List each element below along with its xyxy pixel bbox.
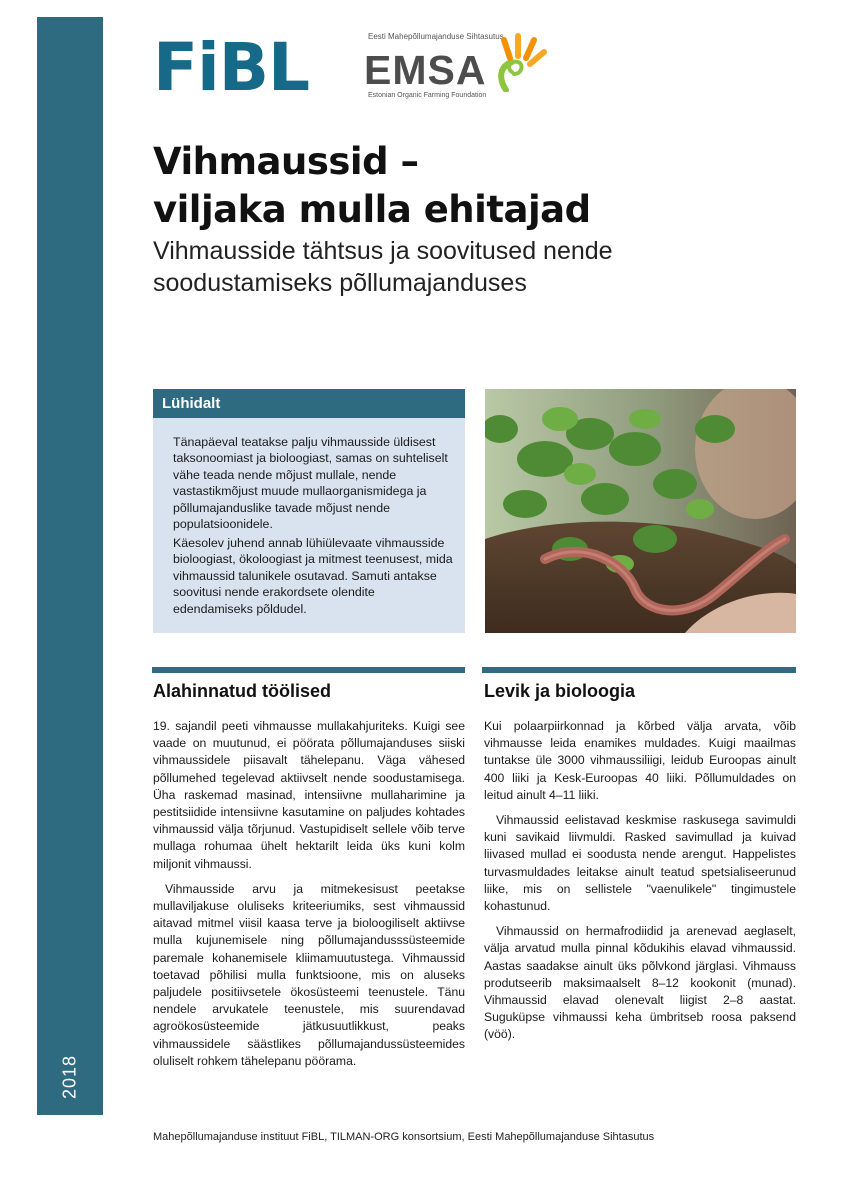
right-column-body	[484, 718, 796, 1052]
emsa-hand-icon	[492, 32, 548, 92]
emsa-logo-top-text: Eesti Mahepõllumajanduse Sihtasutus	[368, 32, 504, 41]
left-column-body	[153, 718, 465, 1078]
footer-text: Mahepõllumajanduse instituut FiBL, TILMAN-ORG konsortsium, Eesti Mahepõllumajanduse Sihtasutus	[153, 1131, 655, 1143]
right-column-rule	[482, 667, 796, 673]
emsa-logo-bottom-text: Estonian Organic Farming Foundation	[368, 92, 487, 99]
right-paragraph-2: Vihmaussid eelistavad keskmise raskusega savimuldi kuni savikaid liivmuldi. Rasked savimullad ja kuivad liivased mullad ei soodusta nende arengut. Happelistes turvasmuldades leitakse ainult teatud spetsialiseerunud liike, mis on sellistele "vaenulikele" tingimustele kohastunud.	[484, 813, 796, 914]
left-column-heading: Alahinnatud töölised	[153, 681, 331, 701]
summary-paragraph-2: Käesolev juhend annab lühiülevaate vihmausside bioloogiast, ökoloogiast ja mitmest teenusest, mida vihmaussid talunikele osutavad. Samuti antakse soovitusi nende erakordsete olendite edendamiseks põldudel.	[173, 536, 453, 616]
page-subtitle: Vihmausside tähtsus ja soovitused nende soodustamiseks põllumajanduses	[153, 237, 613, 297]
summary-box	[153, 389, 465, 633]
title-line-2: viljaka mulla ehitajad	[153, 188, 591, 231]
page-title	[153, 138, 591, 234]
sidebar-band	[37, 17, 103, 1115]
left-column-rule	[152, 667, 465, 673]
summary-paragraph-1: Tänapäeval teatakse palju vihmausside üldisest taksonoomiast ja bioloogiast, samas on suhteliselt vähe teada nende mõjust mullale, nende vastastikmõjust muude mullaorganismidega ja põllumajanduslike tavade mõjust nende populatsioonidele.	[173, 435, 448, 532]
left-paragraph-1: 19. sajandil peeti vihmausse mullakahjuriteks. Kuigi see vaade on muutunud, ei pöörata põllumajanduses siiski vihmaussidele piisavalt tähelepanu. Väga vähesed põllumehed tegelevad aktiivselt nende soodustamisega. Üha raskemad masinad, intensiivne mullaharimine ja pestitsiidide intensiivne kasutamine on paljudes kohtades vihmaussid välja tõrjunud. Vastupidiselt sellele võib terve mullaga rohumaa ühelt hektarilt leida üks kuni kolm miljonit vihmaussi.	[153, 719, 465, 871]
emsa-logo-word: EMSA	[364, 47, 487, 93]
year-label: 2018	[59, 1054, 80, 1100]
right-paragraph-1: Kui polaarpiirkonnad ja kõrbed välja arvata, võib vihmausse leida enamikes muldades. Kuigi maailmas tuntakse üle 3000 vihmaussiliigi, leidub Euroopas ainult 400 liiki ja Kesk-Euroopas 40 liiki. Põllumuldades on leitud ainult 4–11 liiki.	[484, 719, 796, 802]
fibl-logo: FiBL	[153, 29, 310, 106]
right-paragraph-3: Vihmaussid on hermafrodiidid ja arenevad aeglaselt, välja arvatud mulla pinnal kõdukihis elavad vihmaussid. Aastas saadakse ainult üks põlvkond järglasi. Vihmauss produtseerib maksimaalselt 8–12 kookonit (munad). Vihmaussid elavad olenevalt liigist 2–8 aastat. Suguküpse vihmaussi keha ümbritseb roosa paksend (vöö).	[484, 924, 796, 1042]
right-column-heading: Levik ja bioloogia	[484, 681, 636, 701]
left-paragraph-2: Vihmausside arvu ja mitmekesisust peetakse mullaviljakuse oluliseks kriteeriumiks, sest vihmaussid aitavad mitmel viisil kaasa terve ja bioloogiliselt aktiivse mulla kujunemisele ning põllumajandusssüsteemide paremale kohanemisele kliimamuutustega. Vihmaussid toetavad põhilisi mulla funktsioone, mis on aluseks paljudele positiivsetele ökosüsteemi teenustele. Tänu nendele arvukatele teenustele, mis suurendavad agroökosüsteemide jätkusuutlikkust, peaks vihmaussidele säästlikes põllumajandussüsteemides oluliselt rohkem tähelepanu pöörama.	[153, 881, 465, 1068]
emsa-logo	[360, 32, 550, 104]
title-line-1: Vihmaussid –	[153, 140, 419, 183]
earthworm-photo	[485, 389, 796, 633]
summary-heading: Lühidalt	[153, 389, 465, 418]
